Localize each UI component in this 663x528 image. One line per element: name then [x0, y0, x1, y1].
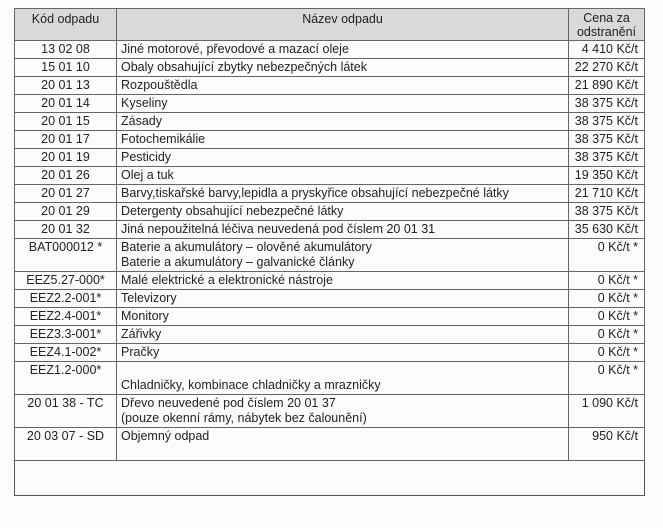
- cell-code: EEZ2.2-001*: [15, 290, 117, 308]
- cell-price: 0 Kč/t *: [569, 308, 645, 326]
- cell-price: 38 375 Kč/t: [569, 203, 645, 221]
- table-row: [15, 428, 645, 461]
- cell-price: 0 Kč/t *: [569, 272, 645, 290]
- header-price: Cena za odstranění: [569, 9, 645, 41]
- cell-name: [117, 428, 569, 461]
- cell-code: EEZ5.27-000*: [15, 272, 117, 290]
- cell-code: 20 01 19: [15, 149, 117, 167]
- cell-name-spacer: [121, 444, 564, 459]
- table-row: [15, 290, 645, 308]
- table-row: [15, 221, 645, 239]
- cell-code: 20 01 32: [15, 221, 117, 239]
- table-row: [15, 308, 645, 326]
- table-row: [15, 395, 645, 428]
- cell-code: BAT000012 *: [15, 239, 117, 272]
- cell-code: 20 01 38 - TC: [15, 395, 117, 428]
- cell-name: Malé elektrické a elektronické nástroje: [117, 272, 569, 290]
- cell-price: 21 710 Kč/t: [569, 185, 645, 203]
- cell-name: Detergenty obsahující nebezpečné látky: [117, 203, 569, 221]
- cell-price: 4 410 Kč/t: [569, 41, 645, 59]
- cell-code: 13 02 08: [15, 41, 117, 59]
- cell-name-line-1: Baterie a akumulátory – olověné akumulátory: [121, 240, 372, 254]
- cell-code: EEZ4.1-002*: [15, 344, 117, 362]
- table-row: [15, 167, 645, 185]
- cell-price: 19 350 Kč/t: [569, 167, 645, 185]
- cell-code: EEZ2.4-001*: [15, 308, 117, 326]
- cell-name-line-1: Dřevo neuvedené pod číslem 20 01 37: [121, 396, 336, 410]
- cell-name: Pesticidy: [117, 149, 569, 167]
- table-row: [15, 95, 645, 113]
- cell-code: 15 01 10: [15, 59, 117, 77]
- table-header-row: [15, 9, 645, 41]
- header-name: Název odpadu: [117, 9, 569, 41]
- waste-price-table: [14, 8, 645, 461]
- cell-price: 35 630 Kč/t: [569, 221, 645, 239]
- cell-code: EEZ3.3-001*: [15, 326, 117, 344]
- cell-name-spacer: [121, 363, 564, 378]
- cell-name: Televizory: [117, 290, 569, 308]
- cell-code: 20 01 27: [15, 185, 117, 203]
- table-row: [15, 239, 645, 272]
- cell-code: 20 01 14: [15, 95, 117, 113]
- table-row: [15, 185, 645, 203]
- cell-price: 38 375 Kč/t: [569, 95, 645, 113]
- cell-name-line-1: Objemný odpad: [121, 429, 210, 443]
- cell-name-line-1: Chladničky, kombinace chladničky a mrazničky: [121, 378, 381, 392]
- cell-name-line-2: (pouze okenní rámy, nábytek bez čalounění): [121, 411, 367, 425]
- cell-name: Olej a tuk: [117, 167, 569, 185]
- cell-price: 0 Kč/t *: [569, 290, 645, 308]
- table-row: [15, 113, 645, 131]
- cell-name: Obaly obsahující zbytky nebezpečných látek: [117, 59, 569, 77]
- cell-name: [117, 239, 569, 272]
- cell-name: Monitory: [117, 308, 569, 326]
- cell-code: 20 01 26: [15, 167, 117, 185]
- cell-name: Fotochemikálie: [117, 131, 569, 149]
- cell-price: 0 Kč/t *: [569, 344, 645, 362]
- header-code: Kód odpadu: [15, 9, 117, 41]
- table-row: [15, 272, 645, 290]
- cell-price: 38 375 Kč/t: [569, 113, 645, 131]
- cell-price: 22 270 Kč/t: [569, 59, 645, 77]
- cell-price: 0 Kč/t *: [569, 239, 645, 272]
- table-row: [15, 77, 645, 95]
- cell-price: 1 090 Kč/t: [569, 395, 645, 428]
- cell-price: 38 375 Kč/t: [569, 149, 645, 167]
- cell-name: Jiné motorové, převodové a mazací oleje: [117, 41, 569, 59]
- cell-code: 20 01 29: [15, 203, 117, 221]
- table-row: [15, 362, 645, 395]
- cell-name: Pračky: [117, 344, 569, 362]
- table-row: [15, 59, 645, 77]
- cell-name: Barvy,tiskařské barvy,lepidla a pryskyřice obsahující nebezpečné látky: [117, 185, 569, 203]
- cell-name: [117, 362, 569, 395]
- table-row: [15, 203, 645, 221]
- cell-price: 21 890 Kč/t: [569, 77, 645, 95]
- cell-code: EEZ1.2-000*: [15, 362, 117, 395]
- table-row: [15, 326, 645, 344]
- cell-name: Jiná nepoužitelná léčiva neuvedená pod číslem 20 01 31: [117, 221, 569, 239]
- cell-name-line-2: Baterie a akumulátory – galvanické články: [121, 255, 355, 269]
- cell-price: 950 Kč/t: [569, 428, 645, 461]
- cell-code: 20 03 07 - SD: [15, 428, 117, 461]
- cell-code: 20 01 17: [15, 131, 117, 149]
- cell-name: Rozpouštědla: [117, 77, 569, 95]
- cell-name: Zásady: [117, 113, 569, 131]
- cell-price: 0 Kč/t *: [569, 362, 645, 395]
- cell-price: 0 Kč/t *: [569, 326, 645, 344]
- cell-name: Zářivky: [117, 326, 569, 344]
- table-row: [15, 131, 645, 149]
- cell-code: 20 01 13: [15, 77, 117, 95]
- cell-name: Kyseliny: [117, 95, 569, 113]
- cell-name: [117, 395, 569, 428]
- table-row: [15, 149, 645, 167]
- table-row: [15, 344, 645, 362]
- cell-code: 20 01 15: [15, 113, 117, 131]
- cell-price: 38 375 Kč/t: [569, 131, 645, 149]
- table-row: [15, 41, 645, 59]
